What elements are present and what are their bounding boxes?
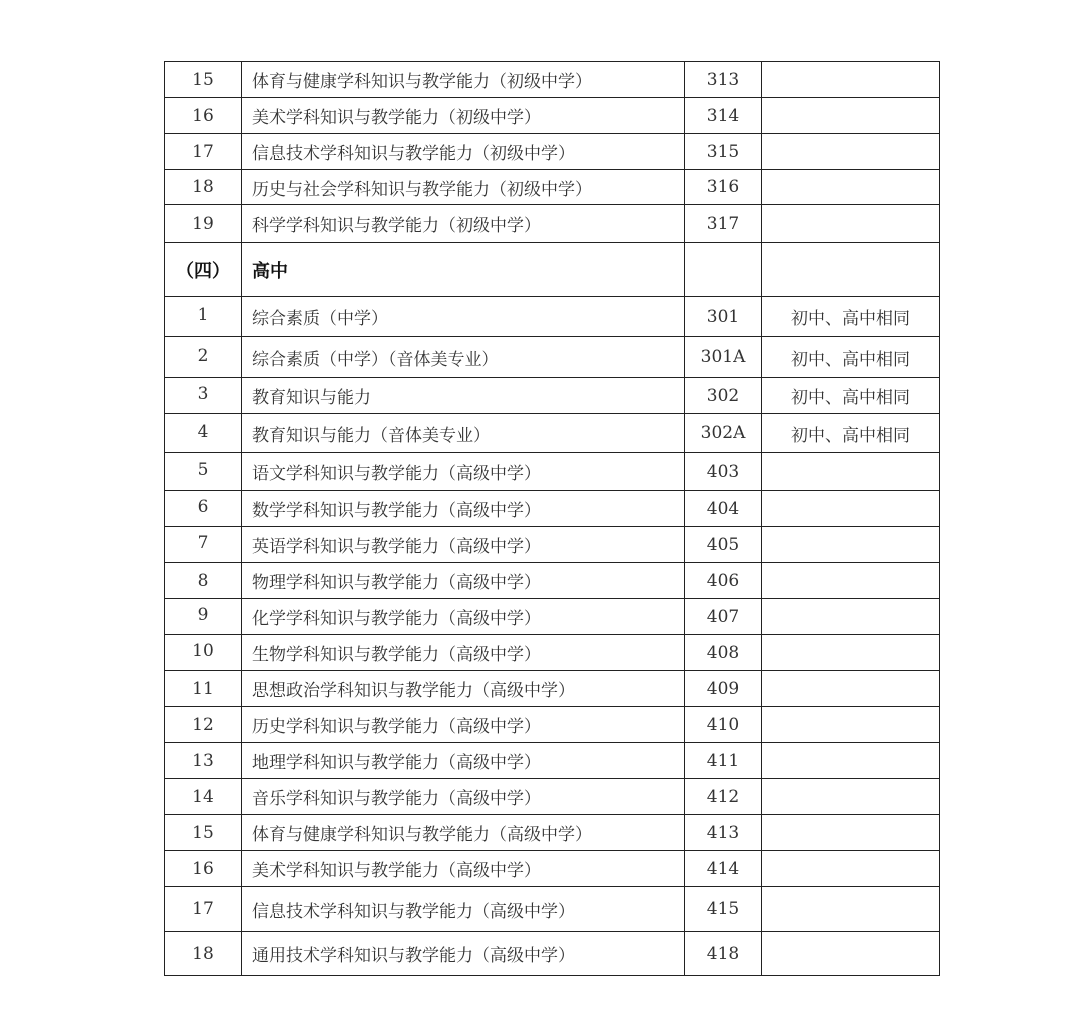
subject-name: 思想政治学科知识与教学能力（高级中学） [242,671,685,707]
subject-note [762,170,940,205]
subject-note [762,599,940,635]
subject-code: 314 [685,98,762,134]
subject-code: 411 [685,743,762,779]
section-note [762,243,940,297]
table-row [165,491,940,527]
subject-name: 生物学科知识与教学能力（高级中学） [242,635,685,671]
table-row [165,453,940,491]
subject-note [762,707,940,743]
table-row [165,635,940,671]
row-number: 15 [165,62,242,98]
row-number: 10 [165,635,242,671]
subject-code: 313 [685,62,762,98]
subject-name: 数学学科知识与教学能力（高级中学） [242,491,685,527]
subject-code: 407 [685,599,762,635]
table-row [165,170,940,205]
section-header-row [165,243,940,297]
subject-name: 体育与健康学科知识与教学能力（初级中学） [242,62,685,98]
row-number: 16 [165,851,242,887]
subject-name: 美术学科知识与教学能力（初级中学） [242,98,685,134]
table-row [165,599,940,635]
row-number: 16 [165,98,242,134]
table-row [165,743,940,779]
subject-note [762,527,940,563]
subject-name: 美术学科知识与教学能力（高级中学） [242,851,685,887]
table-row [165,205,940,243]
table-row [165,671,940,707]
subject-code: 413 [685,815,762,851]
row-number: 19 [165,205,242,243]
subject-note [762,453,940,491]
row-number: 13 [165,743,242,779]
row-number: 4 [165,414,242,453]
section-number: （四） [165,243,242,297]
subject-note [762,815,940,851]
subject-code: 415 [685,887,762,932]
table-row [165,134,940,170]
subject-name: 化学学科知识与教学能力（高级中学） [242,599,685,635]
subject-code: 412 [685,779,762,815]
subject-note: 初中、高中相同 [762,297,940,337]
row-number: 12 [165,707,242,743]
subject-code: 302 [685,378,762,414]
table-row [165,707,940,743]
section-code [685,243,762,297]
subject-name: 信息技术学科知识与教学能力（高级中学） [242,887,685,932]
table-row [165,297,940,337]
subject-name: 通用技术学科知识与教学能力（高级中学） [242,932,685,976]
subject-code: 301A [685,337,762,378]
subject-note [762,743,940,779]
subject-note [762,851,940,887]
subject-name: 地理学科知识与教学能力（高级中学） [242,743,685,779]
row-number: 17 [165,134,242,170]
row-number: 11 [165,671,242,707]
row-number: 5 [165,453,242,491]
row-number: 18 [165,932,242,976]
subject-name: 信息技术学科知识与教学能力（初级中学） [242,134,685,170]
subject-code: 418 [685,932,762,976]
subject-code: 410 [685,707,762,743]
table-row [165,62,940,98]
subject-code: 301 [685,297,762,337]
row-number: 2 [165,337,242,378]
row-number: 8 [165,563,242,599]
subject-name: 教育知识与能力 [242,378,685,414]
subject-note [762,205,940,243]
row-number: 17 [165,887,242,932]
subject-name: 物理学科知识与教学能力（高级中学） [242,563,685,599]
subject-note [762,62,940,98]
subject-code: 317 [685,205,762,243]
subject-note [762,671,940,707]
subject-note: 初中、高中相同 [762,378,940,414]
subject-name: 英语学科知识与教学能力（高级中学） [242,527,685,563]
subject-code: 405 [685,527,762,563]
subject-note [762,134,940,170]
subject-name: 科学学科知识与教学能力（初级中学） [242,205,685,243]
table-row [165,779,940,815]
subject-code: 404 [685,491,762,527]
subject-code: 409 [685,671,762,707]
table-row [165,563,940,599]
subject-name: 音乐学科知识与教学能力（高级中学） [242,779,685,815]
subject-name: 历史与社会学科知识与教学能力（初级中学） [242,170,685,205]
subject-name: 综合素质（中学）（音体美专业） [242,337,685,378]
row-number: 6 [165,491,242,527]
table-row [165,378,940,414]
table-row [165,527,940,563]
subject-note: 初中、高中相同 [762,337,940,378]
subject-code: 414 [685,851,762,887]
table-row [165,851,940,887]
row-number: 1 [165,297,242,337]
row-number: 7 [165,527,242,563]
subject-code: 406 [685,563,762,599]
exam-subject-table [164,61,940,976]
subject-note [762,779,940,815]
table-row [165,887,940,932]
row-number: 9 [165,599,242,635]
subject-name: 历史学科知识与教学能力（高级中学） [242,707,685,743]
subject-name: 综合素质（中学） [242,297,685,337]
subject-note [762,491,940,527]
subject-note [762,887,940,932]
row-number: 18 [165,170,242,205]
subject-name: 语文学科知识与教学能力（高级中学） [242,453,685,491]
subject-code: 315 [685,134,762,170]
subject-note [762,563,940,599]
table-row [165,98,940,134]
subject-note [762,932,940,976]
section-title: 高中 [242,243,685,297]
table-row [165,932,940,976]
table-row [165,815,940,851]
subject-code: 316 [685,170,762,205]
subject-code: 403 [685,453,762,491]
table-row [165,414,940,453]
row-number: 14 [165,779,242,815]
table-row [165,337,940,378]
row-number: 3 [165,378,242,414]
subject-note [762,98,940,134]
subject-name: 教育知识与能力（音体美专业） [242,414,685,453]
subject-note [762,635,940,671]
subject-code: 302A [685,414,762,453]
subject-note: 初中、高中相同 [762,414,940,453]
subject-code: 408 [685,635,762,671]
subject-name: 体育与健康学科知识与教学能力（高级中学） [242,815,685,851]
row-number: 15 [165,815,242,851]
